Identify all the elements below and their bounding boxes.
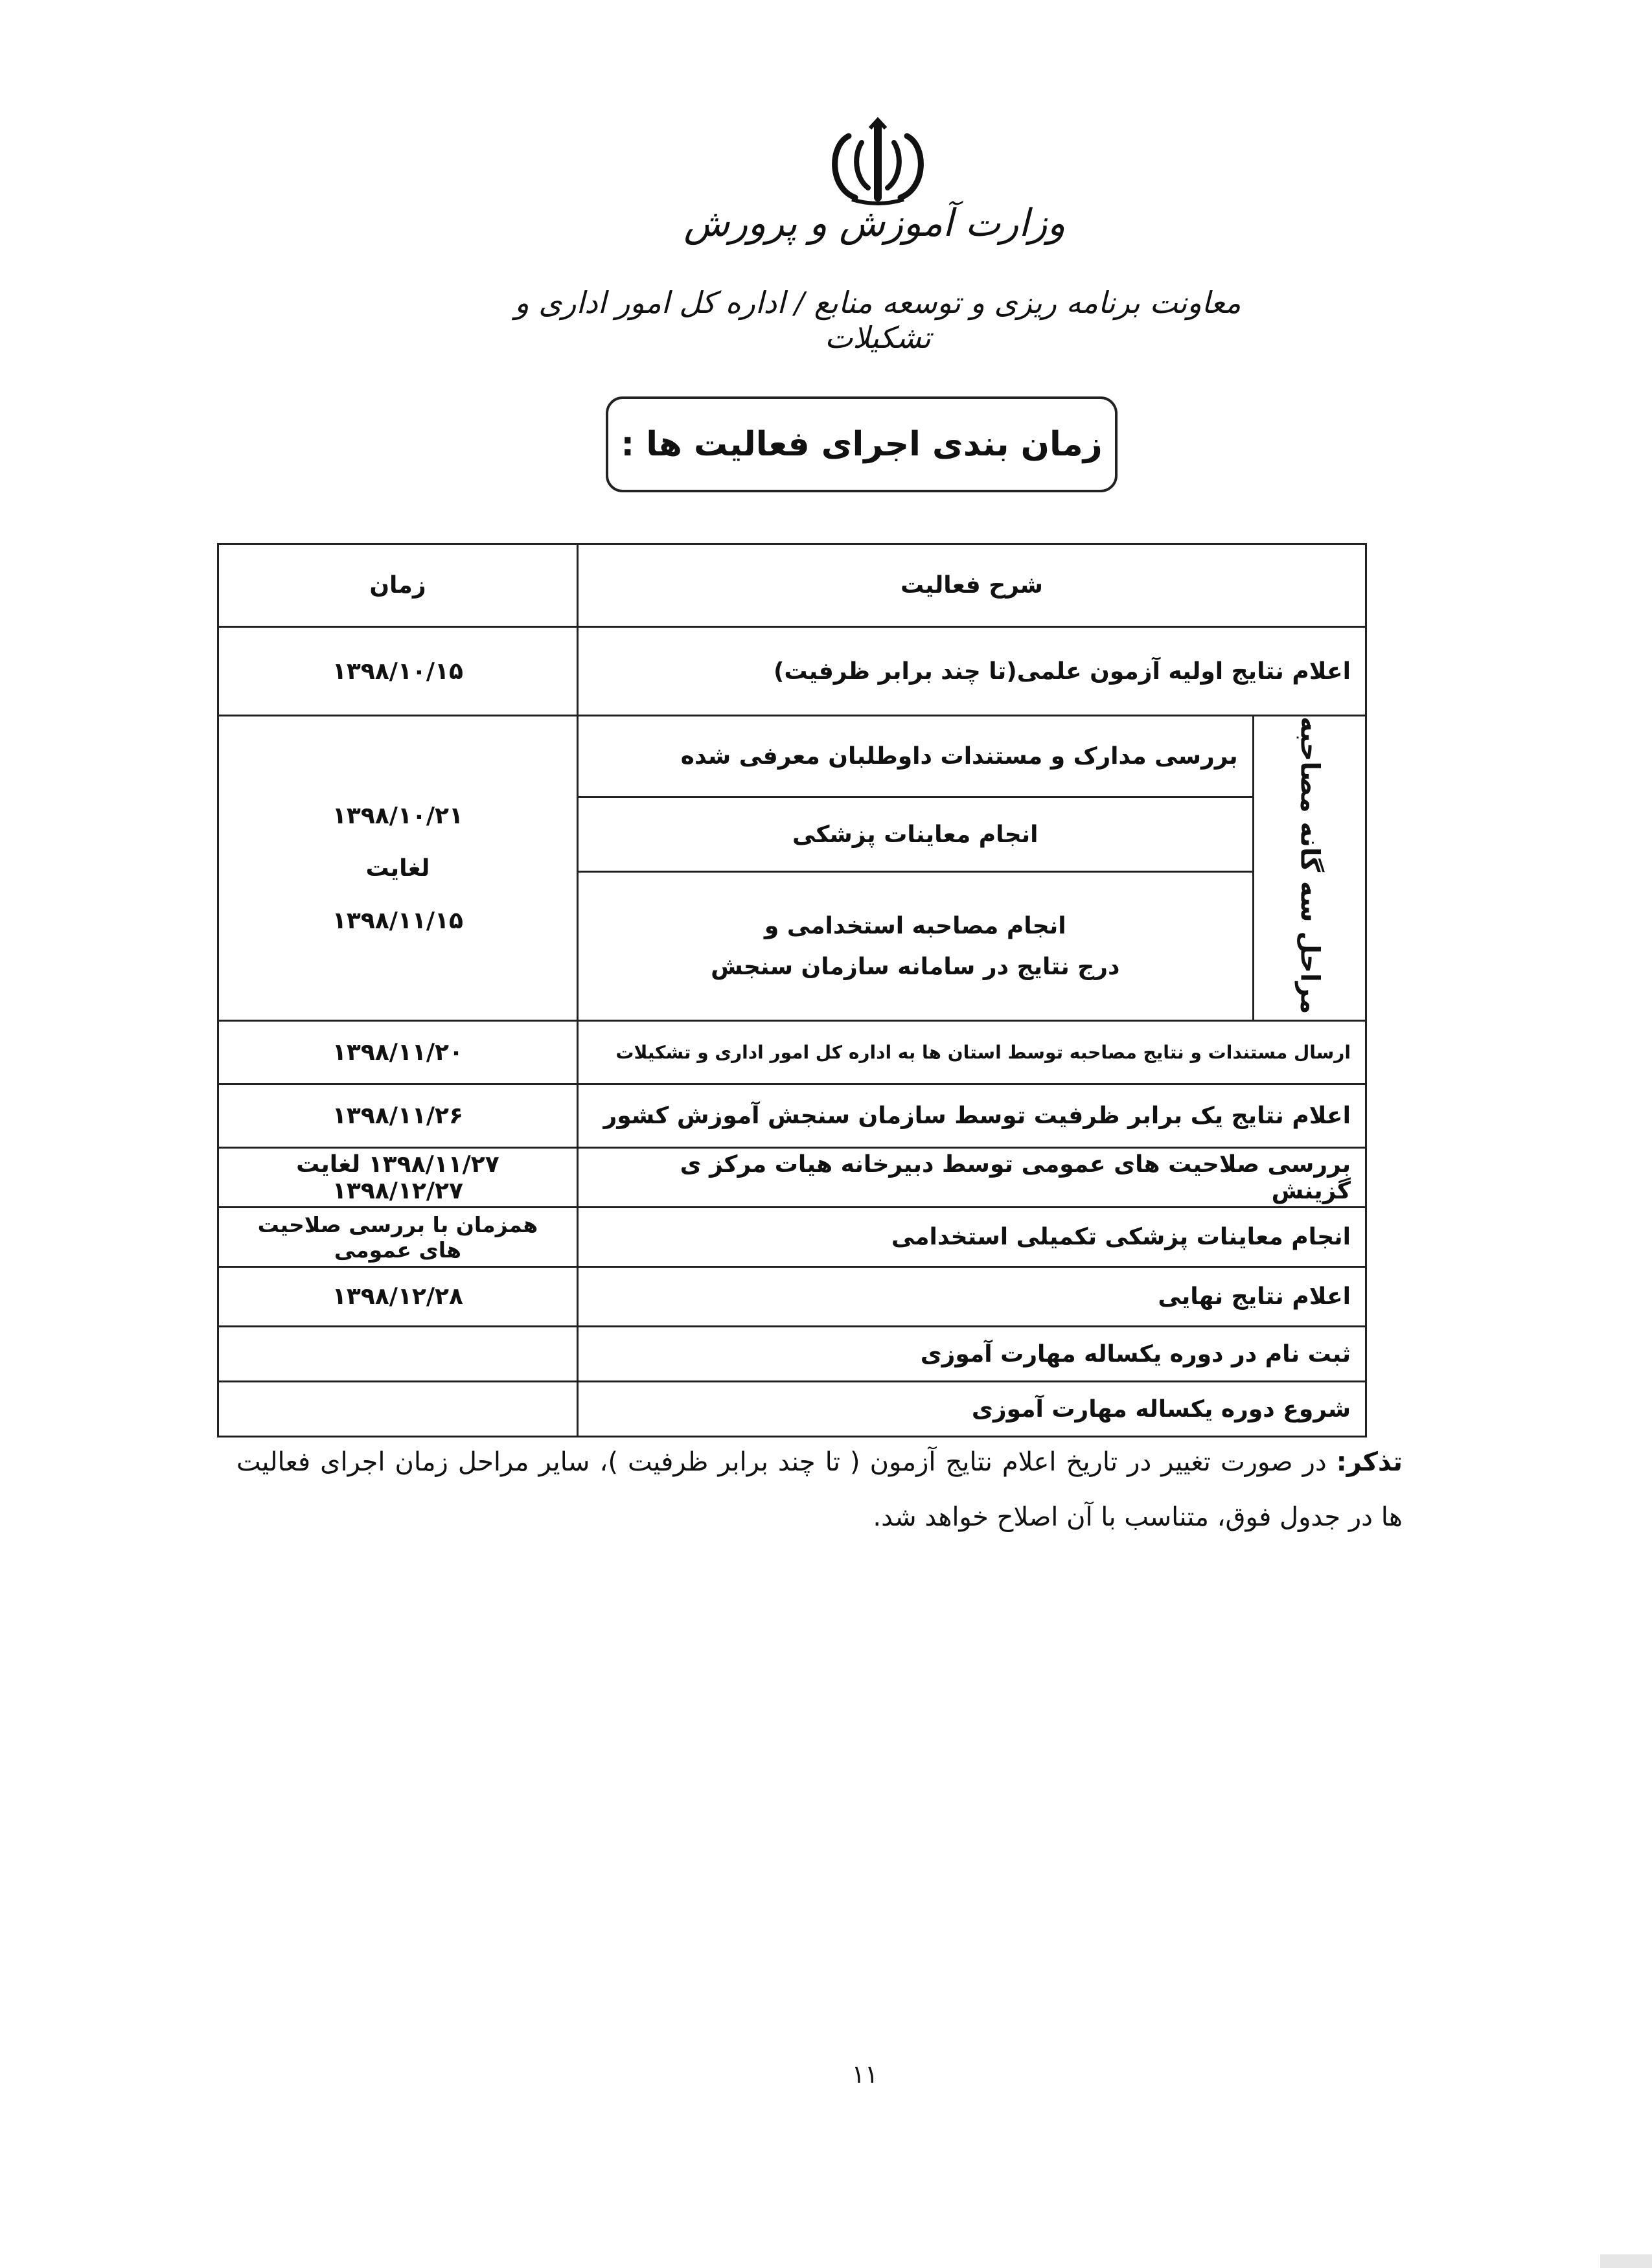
deputy-department: معاونت برنامه ریزی و توسعه منابع / اداره کل امور اداری و تشکیلات — [514, 285, 1241, 355]
time-cell: ۱۳۹۸/۱۱/۲۰ — [218, 1021, 578, 1084]
activity-cell: بررسی صلاحیت های عمومی توسط دبیرخانه هیات مرکز ی گزینش — [577, 1148, 1366, 1208]
table-row — [218, 1021, 1366, 1084]
page-number: ۱۱ — [851, 2060, 878, 2089]
table-row — [218, 1084, 1366, 1148]
ministry-name: وزارت آموزش و پرورش — [683, 201, 1066, 245]
note-text: در صورت تغییر در تاریخ اعلام نتایج آزمون ( تا چند برابر ظرفیت )، سایر مراحل زمان اجرای فعالیت ها در جدول فوق، متناسب با آن اصلاح خواهد شد. — [236, 1447, 1403, 1532]
table-row — [218, 1208, 1366, 1267]
interview-step-cell: انجام مصاحبه استخدامی و درج نتایج در سامانه سازمان سنجش — [577, 872, 1253, 1021]
iran-emblem-icon — [813, 117, 943, 214]
corner-watermark-logo — [1600, 2254, 1652, 2268]
note-paragraph — [236, 1435, 1403, 1545]
activity-cell: انجام معاینات پزشکی تکمیلی استخدامی — [577, 1208, 1366, 1267]
table-header-row — [218, 544, 1366, 627]
table-row — [218, 1382, 1366, 1437]
schedule-table — [217, 543, 1367, 1438]
activity-column-header: شرح فعالیت — [577, 544, 1366, 627]
time-cell: ۱۳۹۸/۱۲/۲۸ — [218, 1267, 578, 1327]
time-cell: همزمان با بررسی صلاحیت های عمومی — [218, 1208, 578, 1267]
time-cell: ۱۳۹۸/۱۱/۲۷ لغایت ۱۳۹۸/۱۲/۲۷ — [218, 1148, 578, 1208]
time-column-header: زمان — [218, 544, 578, 627]
time-cell: ۱۳۹۸/۱۱/۲۶ — [218, 1084, 578, 1148]
time-cell: ۱۳۹۸/۱۰/۱۵ — [218, 627, 578, 716]
activity-cell: اعلام نتایج نهایی — [577, 1267, 1366, 1327]
time-cell — [218, 1327, 578, 1382]
table-row — [218, 1327, 1366, 1382]
interview-step-cell: بررسی مدارک و مستندات داوطلبان معرفی شده — [577, 716, 1253, 797]
table-row — [218, 1267, 1366, 1327]
page-title: زمان بندی اجرای فعالیت ها : — [606, 396, 1118, 492]
interview-time-cell: ۱۳۹۸/۱۰/۲۱ لغایت ۱۳۹۸/۱۱/۱۵ — [218, 716, 578, 1021]
activity-cell: اعلام نتایج اولیه آزمون علمی(تا چند برابر ظرفیت) — [577, 627, 1366, 716]
activity-cell: شروع دوره یکساله مهارت آموزی — [577, 1382, 1366, 1437]
time-cell — [218, 1382, 578, 1437]
interview-step-cell: انجام معاینات پزشکی — [577, 797, 1253, 872]
note-label: تذکر: — [1336, 1447, 1403, 1477]
activity-cell: ارسال مستندات و نتایج مصاحبه توسط استان ها به اداره کل امور اداری و تشکیلات — [577, 1021, 1366, 1084]
activity-cell: ثبت نام در دوره یکساله مهارت آموزی — [577, 1327, 1366, 1382]
interview-step-row — [218, 716, 1366, 797]
activity-cell: اعلام نتایج یک برابر ظرفیت توسط سازمان سنجش آموزش کشور — [577, 1084, 1366, 1148]
table-row — [218, 627, 1366, 716]
interview-group-label: مراحل سه گانه مصاحبه — [1253, 716, 1366, 1021]
table-row — [218, 1148, 1366, 1208]
